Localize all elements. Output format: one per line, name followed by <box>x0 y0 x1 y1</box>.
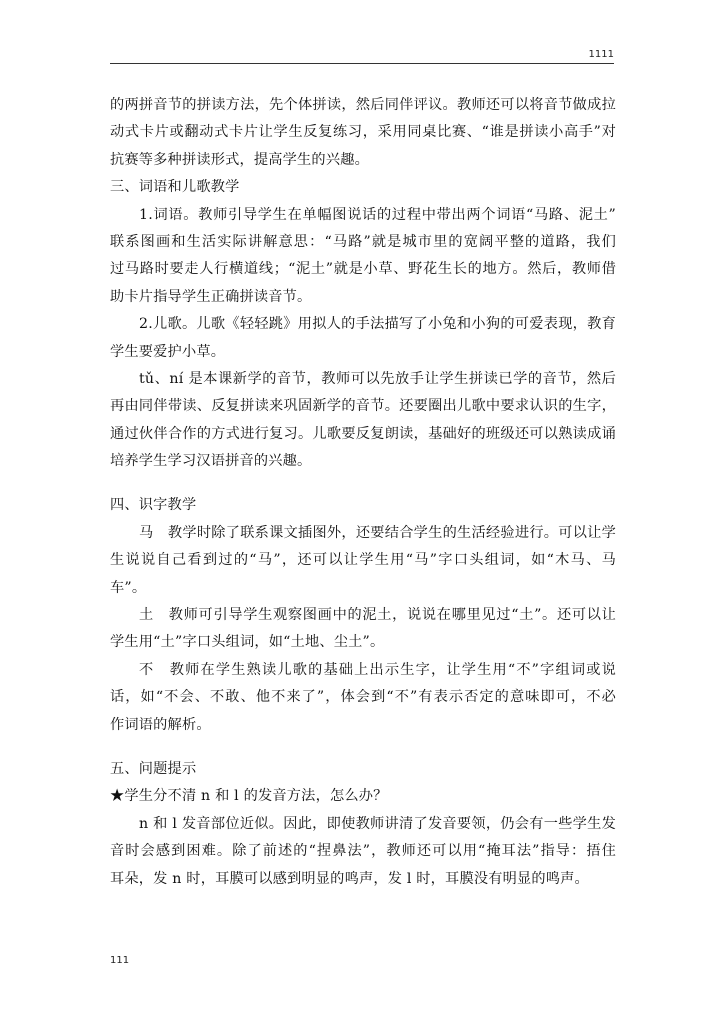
header-rule <box>110 63 614 64</box>
paragraph-line: 培养学生学习汉语拼音的兴趣。 <box>110 453 312 470</box>
paragraph-line: 联系图画和生活实际讲解意思：“马路”就是城市里的宽阔平整的道路，我们 <box>110 233 616 250</box>
paragraph <box>110 520 616 602</box>
paragraph-line: 土 教师可引导学生观察图画中的泥土，说说在哪里见过“土”。还可以让 <box>139 607 616 624</box>
section-gap <box>110 475 616 492</box>
paragraph-line: 话，如“不会、不敢、他不来了”，体会到“不”有表示否定的意味即可，不必 <box>110 689 616 706</box>
paragraph <box>110 311 616 366</box>
paragraph-line: 再由同伴带读、反复拼读来巩固新学的音节。还要圈出儿歌中要求认识的生字， <box>110 398 616 415</box>
paragraph <box>110 602 616 657</box>
paragraph-line: 2.儿歌。儿歌《轻轻跳》用拟人的手法描写了小兔和小狗的可爱表现，教育 <box>139 316 616 333</box>
paragraph-line: 助卡片指导学生正确拼读音节。 <box>110 288 312 305</box>
section-heading: 五、问题提示 <box>110 760 197 777</box>
paragraph-line: 过马路时要走人行横道线；“泥土”就是小草、野花生长的地方。然后，教师借 <box>110 261 616 278</box>
paragraph <box>110 202 616 312</box>
footer-page-number: 111 <box>110 955 130 966</box>
paragraph-line: 不 教师在学生熟读儿歌的基础上出示生字，让学生用“不”字组词或说 <box>139 661 616 678</box>
paragraph-line: 动式卡片或翻动式卡片让学生反复练习，采用同桌比赛、“谁是拼读小高手”对 <box>110 124 616 141</box>
document-body <box>110 92 616 893</box>
paragraph <box>110 657 616 739</box>
paragraph-line: 通过伙伴合作的方式进行复习。儿歌要反复朗读，基础好的班级还可以熟读成诵 <box>110 425 616 442</box>
section-heading: 三、词语和儿歌教学 <box>110 179 240 196</box>
section-heading: ★学生分不清 n 和 l 的发音方法，怎么办？ <box>110 788 388 805</box>
paragraph-line: 作词语的解析。 <box>110 716 211 733</box>
paragraph <box>110 811 616 893</box>
header-page-label: 1111 <box>588 49 614 60</box>
paragraph-line: tǔ、ní 是本课新学的音节，教师可以先放手让学生拼读已学的音节，然后 <box>139 370 616 387</box>
paragraph <box>110 366 616 476</box>
paragraph-line: 耳朵，发 n 时，耳膜可以感到明显的鸣声，发 l 时，耳膜没有明显的鸣声。 <box>110 870 589 887</box>
paragraph-line: 马 教学时除了联系课文插图外，还要结合学生的生活经验进行。可以让学 <box>139 524 616 541</box>
paragraph-line: 1.词语。教师引导学生在单幅图说话的过程中带出两个词语“马路、泥土” <box>139 206 616 223</box>
paragraph-line: 车”。 <box>110 579 147 596</box>
section-heading: 四、识字教学 <box>110 497 197 514</box>
paragraph-line: 学生要爱护小草。 <box>110 343 226 360</box>
paragraph-line: 的两拼音节的拼读方法，先个体拼读，然后同伴评议。教师还可以将音节做成拉 <box>110 97 616 113</box>
paragraph-line: n 和 l 发音部位近似。因此，即使教师讲清了发音要领，仍会有一些学生发 <box>139 815 616 832</box>
paragraph-line: 音时会感到困难。除了前述的“捏鼻法”，教师还可以用“掩耳法”指导：捂住 <box>110 843 616 860</box>
paragraph <box>110 92 616 174</box>
paragraph-line: 抗赛等多种拼读形式，提高学生的兴趣。 <box>110 151 369 168</box>
section-gap <box>110 739 616 756</box>
paragraph-line: 学生用“土”字口头组词，如“土地、尘土”。 <box>110 634 385 651</box>
paragraph-line: 生说说自己看到过的“马”，还可以让学生用“马”字口头组词，如“木马、马 <box>110 552 616 569</box>
